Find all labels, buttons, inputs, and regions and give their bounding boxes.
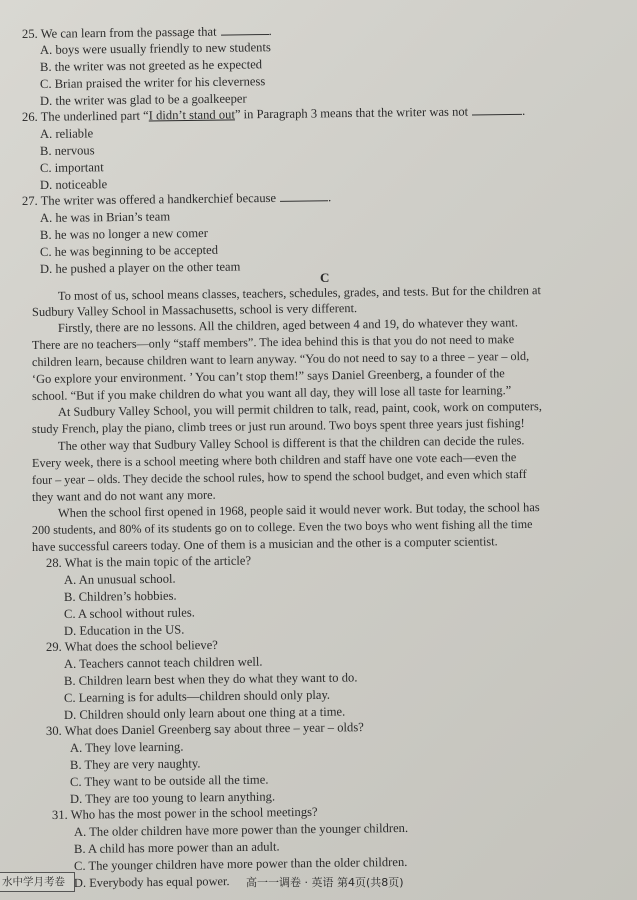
option: B. Children’s hobbies. — [63, 588, 177, 604]
option: A. They love learning. — [69, 739, 184, 755]
option: D. They are too young to learn anything. — [69, 789, 276, 806]
option: C. he was beginning to be accepted — [39, 242, 219, 259]
passage-line: children learn, because children want to learn anyway. “You do not need to say to a three – year – old, — [31, 348, 530, 369]
passage-line: study French, play the piano, climb trees or just run around. Two boys spent three years just fishing! — [31, 415, 525, 436]
option: B. the writer was not greeted as he expected — [39, 57, 263, 74]
passage-line: Sudbury Valley School in Massachusetts, school is very different. — [31, 301, 358, 319]
question-31-stem: 31. Who has the most power in the school meetings? — [51, 804, 318, 822]
question-27-stem: 27. The writer was offered a handkerchief because . — [21, 190, 332, 208]
option: D. noticeable — [39, 177, 108, 192]
option: B. A child has more power than an adult. — [73, 839, 280, 856]
option: B. They are very naughty. — [69, 756, 201, 772]
passage-line: The other way that Sudbury Valley School is different is that the children can decide the rules. — [57, 433, 525, 453]
option: C. A school without rules. — [63, 605, 195, 621]
passage-line: Every week, there is a school meeting where both children and staff have one vote each—even the — [31, 450, 517, 470]
option: B. he was no longer a new comer — [39, 225, 208, 242]
passage-line: have successful careers today. One of them is a musician and the other is a computer scientist. — [31, 534, 498, 554]
option: D. Everybody has equal power. — [73, 874, 230, 890]
passage-line: ‘Go explore your environment. ’ You can’t stop them!” says Daniel Greenberg, a founder of the — [31, 366, 505, 386]
passage-line: When the school first opened in 1968, people said it would never work. But today, the school has — [57, 500, 540, 520]
option: C. They want to be outside all the time. — [69, 772, 269, 789]
option: A. he was in Brian’s team — [39, 209, 171, 225]
option: A. boys were usually friendly to new students — [39, 40, 271, 57]
option: A. The older children have more power than the younger children. — [73, 820, 409, 839]
passage-line: 200 students, and 80% of its students go on to college. Even the two boys who went fishing all the time — [31, 516, 533, 537]
passage-line: At Sudbury Valley School, you will permit children to talk, read, paint, cook, work on computers, — [57, 399, 543, 419]
passage-line: There are no teachers—only “staff members”. The idea behind this is that you do not need to make — [31, 332, 515, 352]
option: D. the writer was glad to be a goalkeeper — [39, 91, 247, 108]
question-30-stem: 30. What does Daniel Greenberg say about three – year – olds? — [45, 720, 364, 738]
option: D. Education in the US. — [63, 622, 185, 638]
option: D. Children should only learn about one thing at a time. — [63, 704, 346, 722]
option: C. Brian praised the writer for his cleverness — [39, 74, 266, 91]
question-25-stem: 25. We can learn from the passage that . — [21, 23, 272, 41]
option: A. reliable — [39, 126, 94, 141]
option: C. important — [39, 160, 104, 175]
option: B. nervous — [39, 143, 95, 158]
section-title: C — [320, 270, 330, 285]
passage-line: Firstly, there are no lessons. All the children, aged between 4 and 19, do whatever they want. — [57, 315, 518, 335]
question-29-stem: 29. What does the school believe? — [45, 637, 218, 654]
option: C. Learning is for adults—children should only play. — [63, 687, 331, 705]
school-label: 水中学月考卷 — [0, 872, 75, 892]
question-28-stem: 28. What is the main topic of the article? — [45, 553, 252, 570]
passage-line: To most of us, school means classes, teachers, schedules, grades, and tests. But for the children at — [57, 283, 541, 303]
option: D. he pushed a player on the other team — [39, 259, 241, 276]
page-footer: 高一一调卷 · 英语 第4页(共8页) — [246, 876, 404, 889]
passage-line: they want and do not want any more. — [31, 487, 216, 504]
question-26-stem: 26. The underlined part “I didn’t stand out” in Paragraph 3 means that the writer was not . — [21, 103, 526, 124]
option: A. Teachers cannot teach children well. — [63, 654, 263, 671]
passage-line: school. “But if you make children do what you want all day, they will lose all taste for learning.” — [31, 383, 512, 403]
option: A. An unusual school. — [63, 571, 176, 587]
option: B. Children learn best when they do what they want to do. — [63, 670, 358, 688]
passage-line: four – year – olds. They decide the school rules, how to spend the school budget, and even which staff — [31, 466, 527, 487]
option: C. The younger children have more power than the older children. — [73, 854, 408, 873]
